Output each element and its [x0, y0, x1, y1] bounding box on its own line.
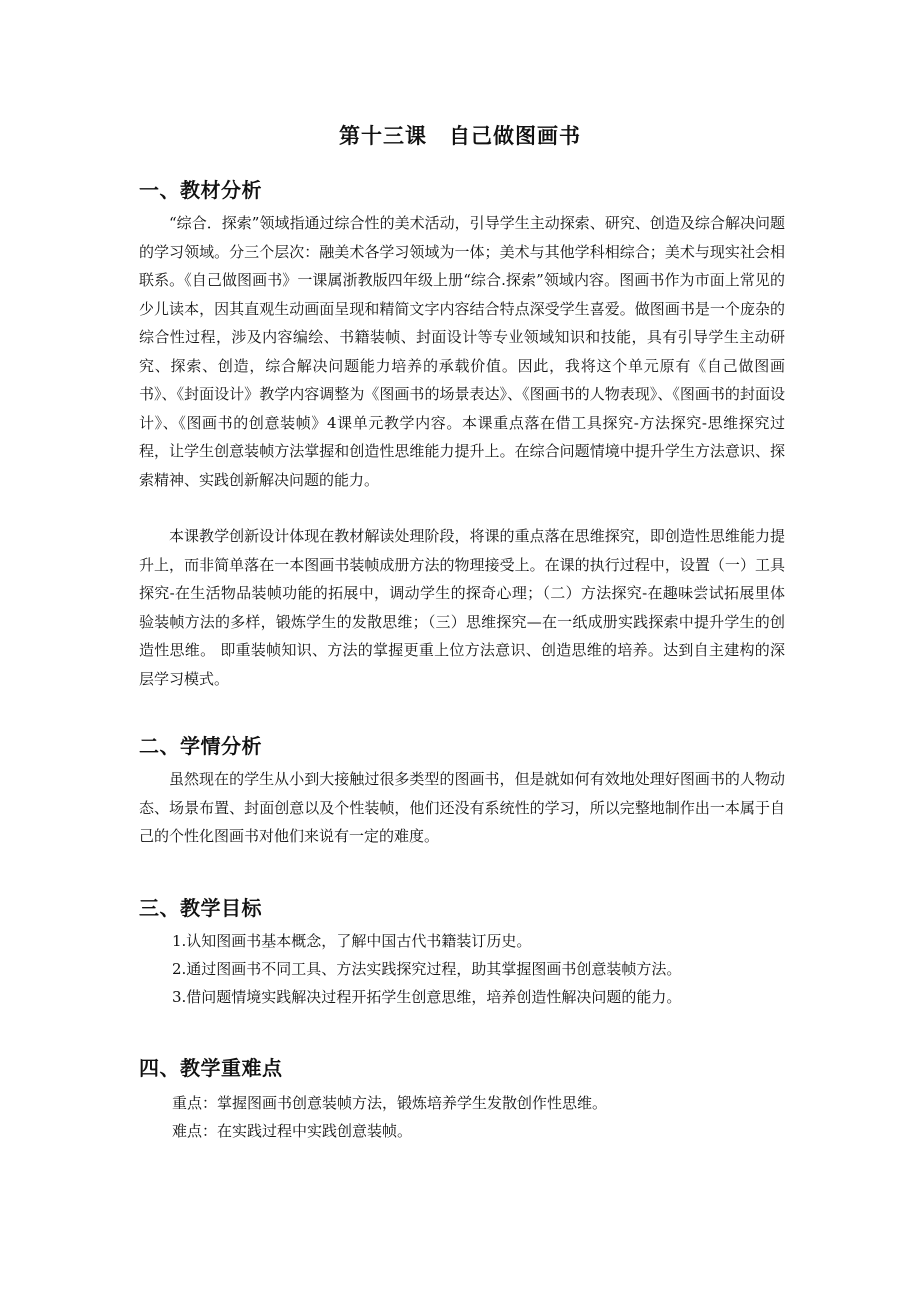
section-heading-student-analysis: 二、学情分析 — [139, 734, 262, 758]
document-title: 第十三课 自己做图画书 — [339, 124, 581, 148]
section-heading-textbook-analysis: 一、教材分析 — [139, 178, 262, 202]
goal-item-2: 2.通过图画书不同工具、方法实践探究过程，助其掌握图画书创意装帧方法。 — [172, 960, 682, 978]
goal-item-3: 3.借问题情境实践解决过程开拓学生创意思维，培养创造性解决问题的能力。 — [172, 988, 682, 1006]
goal-item-1: 1.认知图画书基本概念，了解中国古代书籍装订历史。 — [172, 932, 532, 950]
paragraph-textbook-analysis-2: 本课教学创新设计体现在教材解读处理阶段，将课的重点落在思维探究，即创造性思维能力提升上，而非简单落在一本图画书装帧成册方法的物理接受上。在课的执行过程中，设置（一）工具探究-在生活物品装帧功能的拓展中，调动学生的探奇心理；（二）方法探究-在趣味尝试拓展里体验装帧方法的多样，锻炼学生的发散思维；（三）思维探究—在一纸成册实践探索中提升学生的创造性思维。 即重装帧知识、方法的掌握更重上位方法意识、创造思维的培养。达到自主建构的深层学习模式。 — [139, 527, 785, 688]
difficult-point-item: 难点：在实践过程中实践创意装帧。 — [172, 1122, 413, 1140]
section-heading-teaching-goals: 三、教学目标 — [139, 896, 262, 920]
paragraph-student-analysis: 虽然现在的学生从小到大接触过很多类型的图画书，但是就如何有效地处理好图画书的人物动态、场景布置、封面创意以及个性装帧，他们还没有系统性的学习，所以完整地制作出一本属于自己的个性化图画书对他们来说有一定的难度。 — [139, 770, 785, 845]
key-point-item: 重点：掌握图画书创意装帧方法，锻炼培养学生发散创作性思维。 — [172, 1094, 608, 1112]
section-heading-key-points: 四、教学重难点 — [139, 1056, 283, 1080]
paragraph-textbook-analysis-1: “综合．探索”领域指通过综合性的美术活动，引导学生主动探索、研究、创造及综合解决问题的学习领域。分三个层次：融美术各学习领域为一体；美术与其他学科相综合；美术与现实社会相联系。《自己做图画书》一课属浙教版四年级上册“综合.探索”领域内容。图画书作为市面上常见的少儿读本，因其直观生动画面呈现和精简文字内容结合特点深受学生喜爱。做图画书是一个庞杂的综合性过程，涉及内容编绘、书籍装帧、封面设计等专业领域知识和技能，具有引导学生主动研究、探索、创造，综合解决问题能力培养的承载价值。因此，我将这个单元原有《自己做图画书》、《封面设计》教学内容调整为《图画书的场景表达》、《图画书的人物表现》、《图画书的封面设计》、《图画书的创意装帧》4课单元教学内容。本课重点落在借工具探究-方法探究-思维探究过程，让学生创意装帧方法掌握和创造性思维能力提升上。在综合问题情境中提升学生方法意识、探索精神、实践创新解决问题的能力。 — [139, 214, 785, 489]
